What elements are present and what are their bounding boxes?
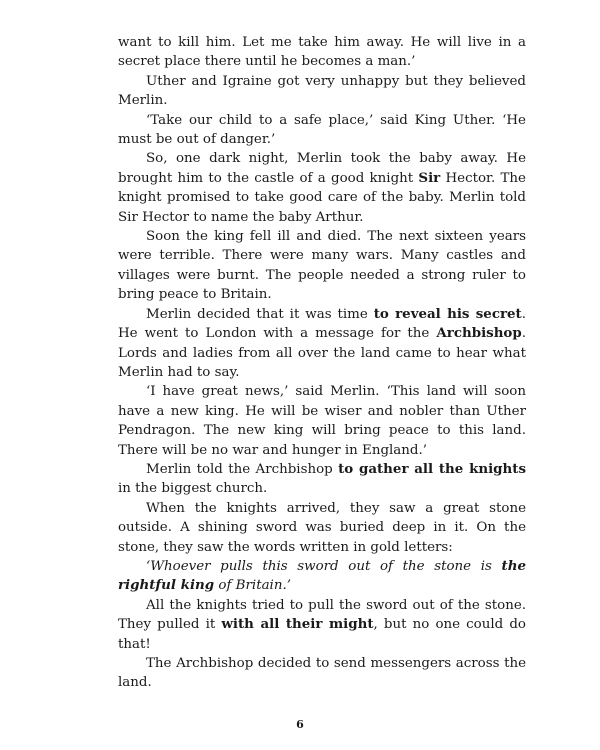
text-run: want to kill him. Let me take him away. He will live in a secret place there until he becomes a man.’ xyxy=(118,35,526,70)
paragraph xyxy=(118,557,526,596)
text-run: All the knights tried to pull the sword out of the stone. They pulled it xyxy=(118,597,526,633)
paragraph xyxy=(118,382,526,460)
page-number: 6 xyxy=(296,718,304,731)
text-run: . Lords and ladies from all over the land came to hear what Merlin had to say. xyxy=(118,326,526,380)
text-run: Sir xyxy=(418,169,441,186)
text-run: in the biggest church. xyxy=(118,481,268,497)
text-run: the rightful king xyxy=(118,557,526,594)
paragraph xyxy=(118,227,526,305)
paragraph xyxy=(118,654,526,693)
paragraph xyxy=(118,33,526,72)
paragraph xyxy=(118,499,526,557)
text-run: The Archbishop decided to send messengers across the land. xyxy=(118,656,526,691)
text-run: with all their might xyxy=(221,616,374,633)
paragraph xyxy=(118,72,526,111)
text-run: ‘Take our child to a safe place,’ said King Uther. ‘He must be out of danger.’ xyxy=(118,112,526,148)
paragraph xyxy=(118,596,526,654)
text-run: Soon the king fell ill and died. The next sixteen years were terrible. There were many wars. Many castles and villages were burnt. The people needed a strong ruler to bring peace to Britain. xyxy=(118,229,526,303)
text-run: ‘Whoever pulls this sword out of the stone is xyxy=(146,558,502,574)
paragraph xyxy=(118,111,526,150)
body-text xyxy=(118,33,526,693)
text-run: of Britain.’ xyxy=(214,578,291,594)
text-run: Uther and Igraine got very unhappy but they believed Merlin. xyxy=(118,73,526,109)
text-run: ‘I have great news,’ said Merlin. ‘This land will soon have a new king. He will be wiser and nobler than Uther Pendragon. The new king will bring peace to this land. There will be no war and hunger in England.’ xyxy=(118,384,526,458)
paragraph xyxy=(118,149,526,227)
text-run: When the knights arrived, they saw a great stone outside. A shining sword was buried deep in it. On the stone, they saw the words written in gold letters: xyxy=(118,500,526,555)
text-run: to gather all the knights xyxy=(338,460,526,477)
text-run: So, one dark night, Merlin took the baby away. He brought him to the castle of a good knight xyxy=(118,151,526,186)
text-run: to reveal his secret xyxy=(373,305,522,322)
text-run: Merlin told the Archbishop xyxy=(146,461,339,477)
text-run: . He went to London with a message for the xyxy=(118,306,526,342)
paragraph xyxy=(118,460,526,499)
text-run: , but no one could do that! xyxy=(118,617,526,652)
text-run: Merlin decided that it was time xyxy=(146,306,374,322)
text-run: Archbishop xyxy=(436,325,522,342)
text-run: Hector. The knight promised to take good care of the baby. Merlin told Sir Hector to name the baby Arthur. xyxy=(118,170,526,225)
paragraph xyxy=(118,305,526,383)
